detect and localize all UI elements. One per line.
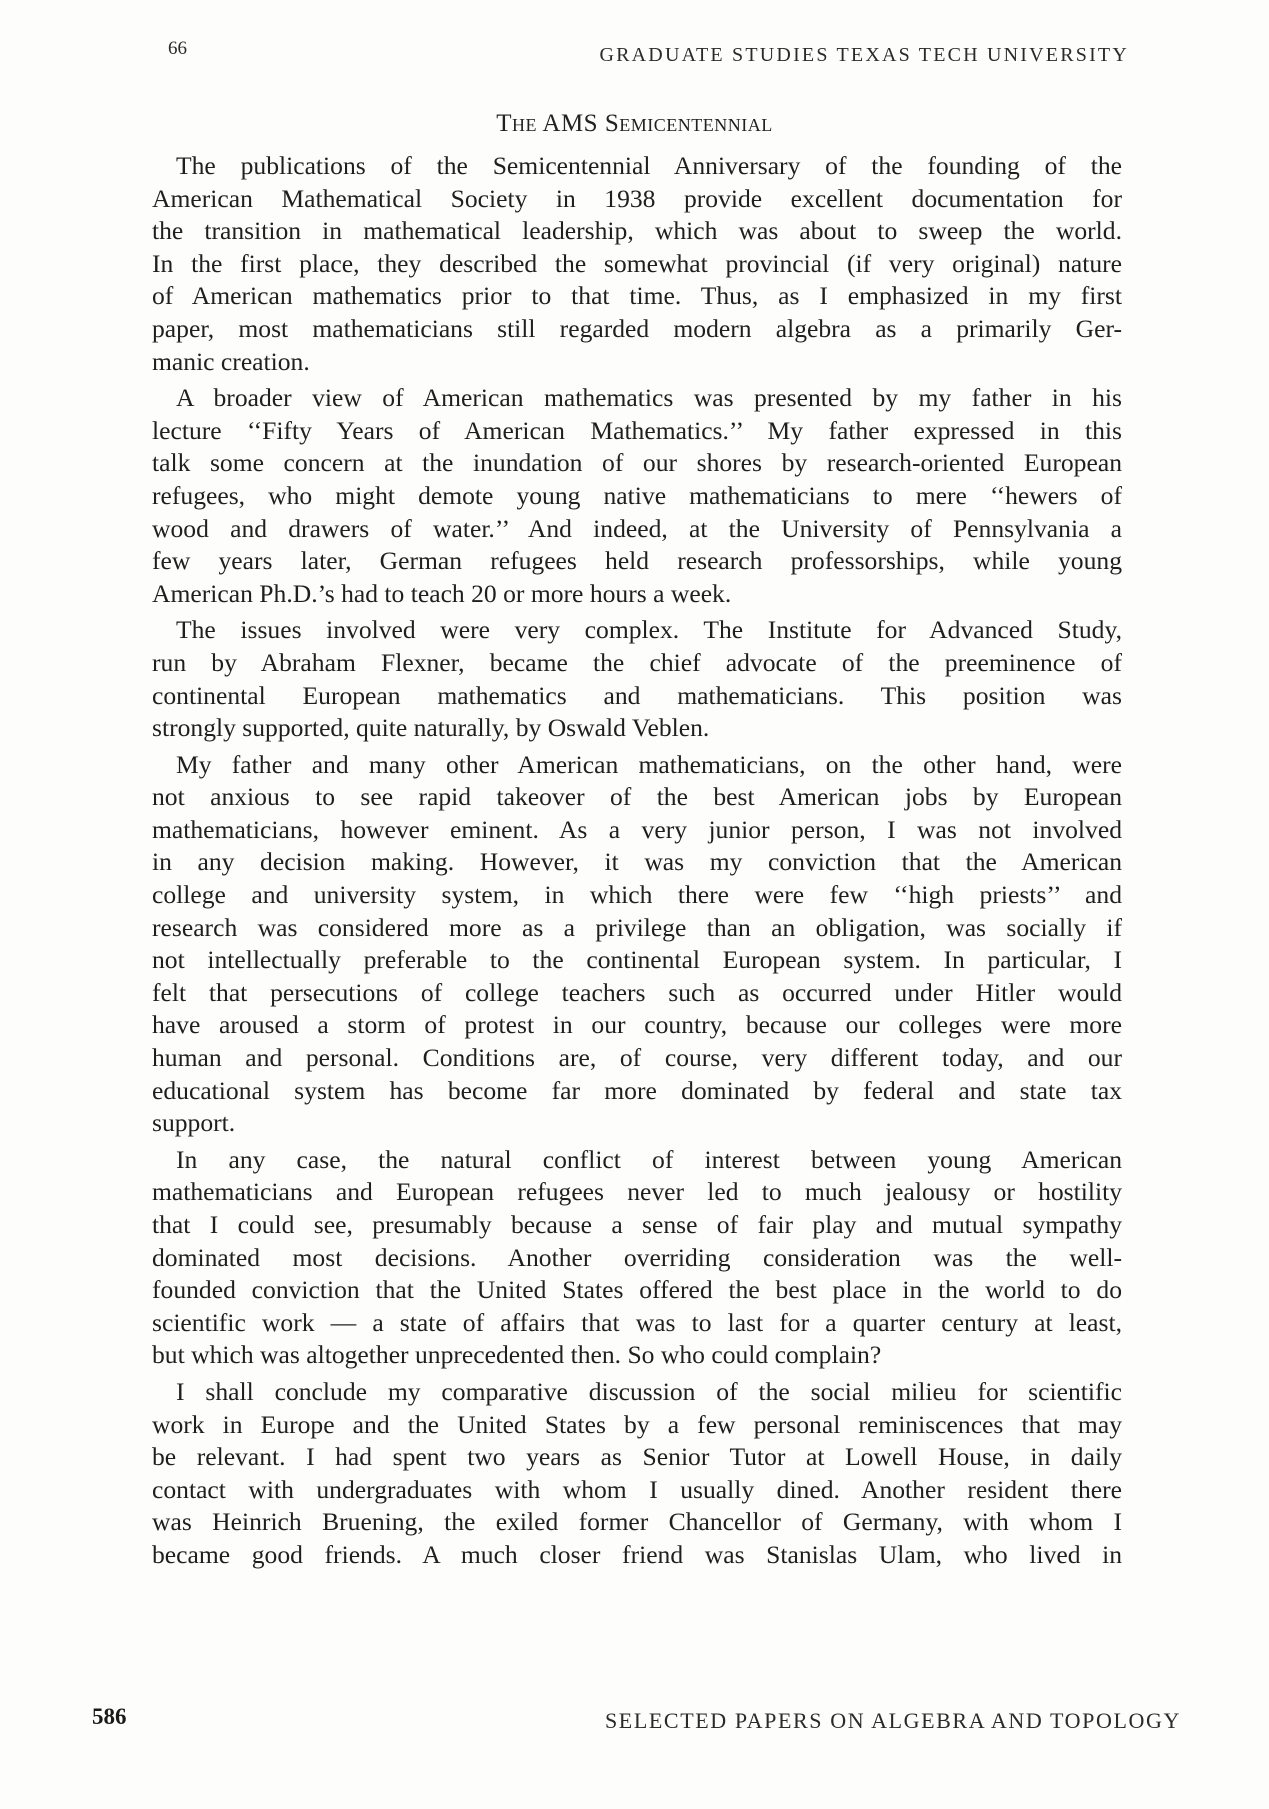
- paragraph: [152, 749, 1122, 1140]
- text-line: manic creation.: [152, 346, 310, 376]
- text-line: was Heinrich Bruening, the exiled former Chancellor of Germany, with whom I: [152, 1507, 1122, 1537]
- text-line: American Ph.D.’s had to teach 20 or more hours a week.: [152, 578, 732, 608]
- text-line: contact with undergraduates with whom I usually dined. Another resident there: [152, 1474, 1122, 1504]
- text-line: of American mathematics prior to that time. Thus, as I emphasized in my first: [152, 281, 1122, 311]
- text-line: strongly supported, quite naturally, by Oswald Veblen.: [152, 713, 710, 743]
- text-line: felt that persecutions of college teachers such as occurred under Hitler would: [152, 977, 1122, 1007]
- text-line: human and personal. Conditions are, of course, very different today, and our: [152, 1043, 1122, 1073]
- footer-page-number: 586: [92, 1704, 127, 1729]
- paragraph: [152, 382, 1122, 610]
- text-line: I shall conclude my comparative discussion of the social milieu for scientific: [176, 1376, 1122, 1406]
- text-line: wood and drawers of water.’’ And indeed, at the University of Pennsylvania a: [152, 513, 1122, 543]
- text-line: not anxious to see rapid takeover of the best American jobs by European: [152, 782, 1122, 812]
- text-line: dominated most decisions. Another overriding consideration was the well-: [152, 1242, 1122, 1272]
- text-line: but which was altogether unprecedented then. So who could complain?: [152, 1340, 882, 1370]
- text-line: scientific work — a state of affairs that was to last for a quarter century at least,: [152, 1307, 1122, 1337]
- text-line: few years later, German refugees held research professorships, while young: [152, 546, 1122, 576]
- text-line: the transition in mathematical leadership, which was about to sweep the world.: [152, 216, 1122, 246]
- text-line: not intellectually preferable to the continental European system. In particular, I: [152, 945, 1122, 975]
- text-line: support.: [152, 1108, 236, 1138]
- header-page-number: 66: [168, 38, 187, 59]
- header-running-title: GRADUATE STUDIES TEXAS TECH UNIVERSITY: [599, 44, 1129, 66]
- body-text: [152, 150, 1122, 1572]
- text-line: lecture ‘‘Fifty Years of American Mathematics.’’ My father expressed in this: [152, 415, 1122, 445]
- footer-running-title: SELECTED PAPERS ON ALGEBRA AND TOPOLOGY: [604, 1708, 1181, 1733]
- section-title: The AMS Semicentennial: [496, 110, 773, 137]
- text-line: be relevant. I had spent two years as Senior Tutor at Lowell House, in daily: [152, 1442, 1122, 1472]
- text-line: work in Europe and the United States by a few personal reminiscences that may: [152, 1409, 1122, 1439]
- text-line: talk some concern at the inundation of our shores by research-oriented European: [152, 448, 1122, 478]
- text-line: that I could see, presumably because a sense of fair play and mutual sympathy: [152, 1210, 1122, 1239]
- text-line: refugees, who might demote young native mathematicians to mere ‘‘hewers of: [152, 480, 1122, 510]
- text-line: American Mathematical Society in 1938 provide excellent documentation for: [152, 183, 1122, 213]
- text-line: In any case, the natural conflict of interest between young American: [176, 1144, 1122, 1174]
- text-line: The publications of the Semicentennial Anniversary of the founding of the: [176, 151, 1122, 180]
- text-line: became good friends. A much closer friend was Stanislas Ulam, who lived in: [152, 1539, 1122, 1569]
- text-line: A broader view of American mathematics was presented by my father in his: [176, 383, 1122, 413]
- text-line: In the first place, they described the somewhat provincial (if very original) nature: [152, 248, 1122, 278]
- text-line: The issues involved were very complex. The Institute for Advanced Study,: [176, 615, 1122, 645]
- text-line: mathematicians, however eminent. As a very junior person, I was not involved: [152, 814, 1122, 844]
- paragraph: [152, 150, 1122, 378]
- text-line: run by Abraham Flexner, became the chief advocate of the preeminence of: [152, 647, 1122, 677]
- paragraph: [152, 1144, 1122, 1372]
- text-line: in any decision making. However, it was my conviction that the American: [152, 847, 1122, 877]
- text-line: college and university system, in which there were few ‘‘high priests’’ and: [152, 880, 1122, 910]
- text-line: founded conviction that the United States offered the best place in the world to do: [152, 1275, 1122, 1305]
- text-line: have aroused a storm of protest in our country, because our colleges were more: [152, 1010, 1122, 1040]
- text-line: paper, most mathematicians still regarded modern algebra as a primarily Ger-: [152, 313, 1122, 343]
- paragraph: [152, 614, 1122, 744]
- text-line: My father and many other American mathematicians, on the other hand, were: [176, 749, 1122, 779]
- text-line: continental European mathematics and mathematicians. This position was: [152, 680, 1122, 710]
- text-line: educational system has become far more dominated by federal and state tax: [152, 1075, 1122, 1105]
- text-line: mathematicians and European refugees never led to much jealousy or hostility: [152, 1177, 1122, 1207]
- text-line: research was considered more as a privilege than an obligation, was socially if: [152, 912, 1122, 942]
- paragraph: [152, 1376, 1122, 1572]
